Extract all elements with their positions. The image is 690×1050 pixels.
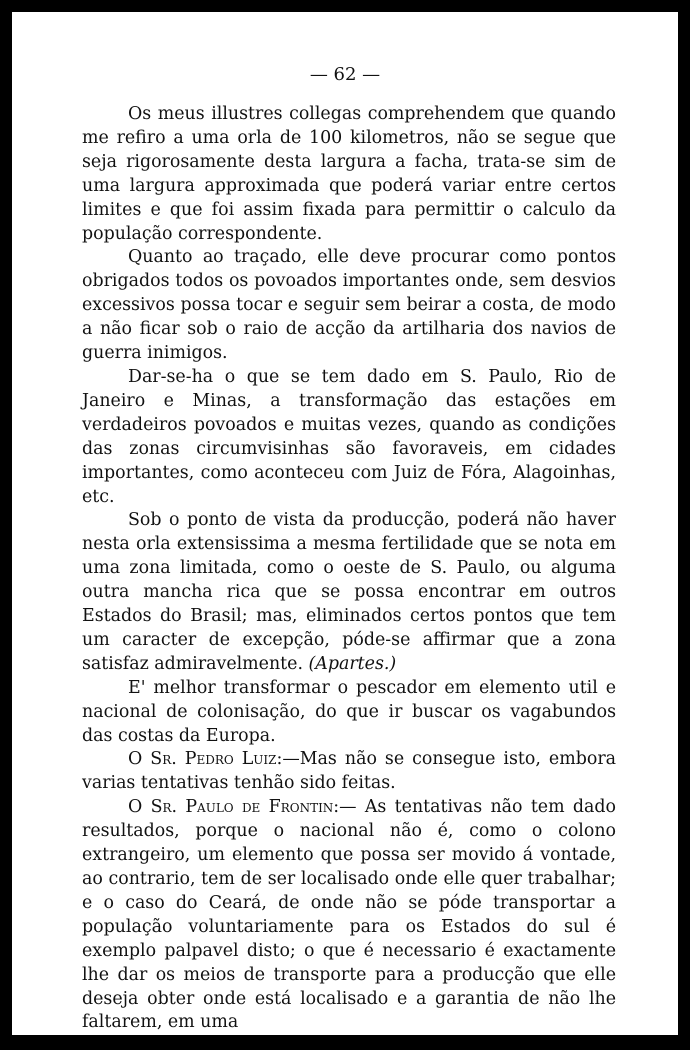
paragraph-text: Os meus illustres collegas comprehendem que quando me refiro a uma orla de 100 kilometros, não se segue que seja rigorosamente desta largura a facha, trata-se sim de uma largura approximada que poderá variar entre certos limites e que foi assim fixada para permittir o calculo da população correspondente. xyxy=(82,104,616,244)
paragraph-text: Sob o ponto de vista da producção, poderá não haver nesta orla extensissima a mesma fertilidade que se nota em uma zona limitada, como o oeste de S. Paulo, ou alguma outra mancha rica que se possa encontrar em outros Estados do Brasil; mas, eliminados certos pontos que tem um caracter de excepção, póde-se affirmar que a zona satisfaz admiravelmente. xyxy=(82,510,616,674)
paragraph xyxy=(82,366,616,509)
speech-paragraph xyxy=(82,796,616,1035)
aside-note: (Apartes.) xyxy=(308,653,397,674)
speech-text: — As tentativas não tem dado resultados, porque o nacional não é, como o colono extrangeiro, um elemento que possa ser movido á vontade, ao contrario, tem de ser localisado onde elle quer trabalhar; e o caso do Ceará, de onde não se póde transportar a população voluntariamente para os Estados do sul é exemplo palpavel disto; o que é necessario é exactamente lhe dar os meios de transporte para a producção que elle deseja obter onde está localisado e a garantia de não lhe faltarem, em uma xyxy=(82,797,616,1033)
paragraph xyxy=(82,677,616,749)
paragraph xyxy=(82,246,616,366)
body-text xyxy=(82,103,616,1035)
page-number: — 62 — xyxy=(309,64,381,85)
speech-text: —Mas não se consegue isto, embora varias tentativas tenhão sido feitas. xyxy=(82,749,616,794)
document-page xyxy=(12,12,678,1035)
speech-paragraph xyxy=(82,748,616,796)
paragraph xyxy=(82,103,616,246)
paragraph-text: Quanto ao traçado, elle deve procurar como pontos obrigados todos os povoados importantes onde, sem desvios excessivos possa tocar e seguir sem beirar a costa, de modo a não ficar sob o raio de acção da artilharia dos navios de guerra inimigos. xyxy=(82,247,616,364)
speaker-name: O Sr. Paulo de Frontin: xyxy=(128,797,340,818)
paragraph-text: Dar-se-ha o que se tem dado em S. Paulo, Rio de Janeiro e Minas, a transformação das estações em verdadeiros povoados e muitas vezes, quando as condições das zonas circumvisinhas são favoraveis, em cidades importantes, como aconteceu com Juiz de Fóra, Alagoinhas, etc. xyxy=(82,366,616,507)
speaker-name: O Sr. Pedro Luiz: xyxy=(128,749,283,770)
paragraph xyxy=(82,509,616,676)
paragraph-text: E' melhor transformar o pescador em elemento util e nacional de colonisação, do que ir buscar os vagabundos das costas da Europa. xyxy=(82,677,616,746)
